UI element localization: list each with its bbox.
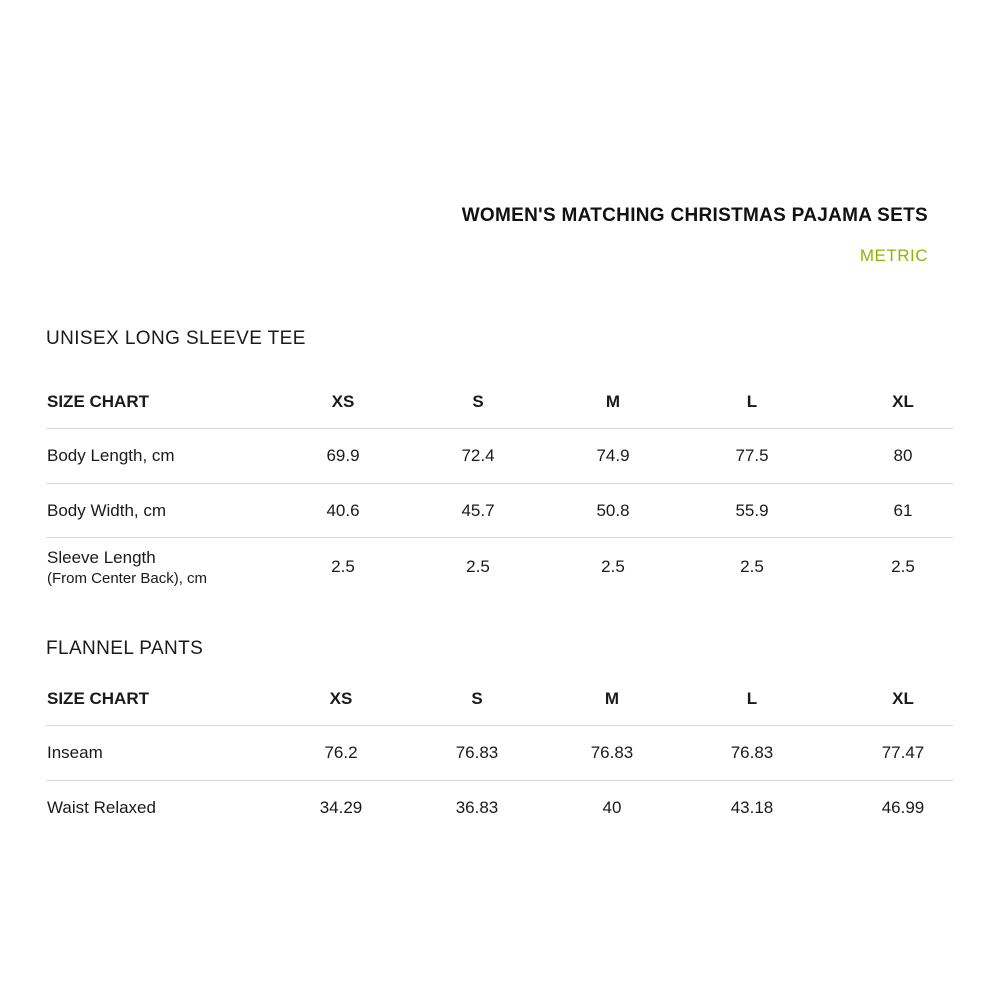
- row-value: 2.5: [740, 557, 764, 576]
- header-label: SIZE CHART: [47, 688, 149, 708]
- row-label: Body Length, cm: [47, 446, 175, 465]
- section-title-pants: FLANNEL PANTS: [46, 638, 204, 659]
- header-size-m: M: [605, 391, 621, 411]
- table-row: [46, 429, 953, 484]
- row-label: Waist Relaxed: [47, 798, 156, 817]
- table-header-row: [46, 375, 953, 429]
- row-value: 76.83: [455, 743, 499, 762]
- header-size-xs: XS: [329, 688, 353, 708]
- row-label: Inseam: [47, 743, 103, 762]
- header-size-m: M: [604, 688, 620, 708]
- row-label-sub: (From Center Back), cm: [47, 569, 208, 587]
- row-value: 80: [893, 446, 913, 465]
- row-value: 74.9: [596, 446, 630, 465]
- row-value: 45.7: [461, 500, 495, 520]
- row-value: 77.47: [881, 743, 925, 762]
- doc-title: WOMEN'S MATCHING CHRISTMAS PAJAMA SETS: [461, 205, 928, 226]
- header-size-xs: XS: [331, 391, 355, 411]
- row-value: 2.5: [601, 557, 625, 576]
- row-value: 76.83: [590, 743, 634, 762]
- row-value: 77.5: [735, 446, 769, 465]
- row-value: 34.29: [319, 798, 363, 817]
- size-table-tee: [46, 375, 953, 596]
- row-value: 61: [893, 500, 913, 520]
- row-value: 55.9: [735, 500, 769, 520]
- table-header-row: [46, 672, 953, 726]
- size-table-pants: [46, 672, 953, 835]
- row-label: [46, 548, 296, 587]
- row-value: 72.4: [461, 446, 495, 465]
- row-value: 76.83: [730, 743, 774, 762]
- row-value: 46.99: [881, 798, 925, 817]
- row-value: 2.5: [466, 557, 490, 576]
- header-size-s: S: [471, 688, 483, 708]
- row-value: 50.8: [596, 500, 630, 520]
- section-title-tee: UNISEX LONG SLEEVE TEE: [46, 328, 306, 349]
- table-row: [46, 484, 953, 538]
- row-value: 40: [602, 798, 622, 817]
- row-label-main: Sleeve Length: [47, 547, 156, 567]
- row-label: Body Width, cm: [47, 500, 167, 520]
- header-size-s: S: [472, 391, 484, 411]
- header-size-l: L: [746, 688, 758, 708]
- row-value: 43.18: [730, 798, 774, 817]
- row-value: 36.83: [455, 798, 499, 817]
- header-size-l: L: [746, 391, 758, 411]
- row-value: 76.2: [324, 743, 358, 762]
- header-size-xl: XL: [892, 688, 914, 708]
- header-label: SIZE CHART: [47, 391, 149, 411]
- row-value: 2.5: [331, 557, 355, 576]
- table-row: [46, 781, 953, 835]
- table-row: [46, 538, 953, 596]
- row-value: 69.9: [326, 446, 360, 465]
- row-value: 40.6: [326, 500, 360, 520]
- header-size-xl: XL: [892, 391, 914, 411]
- row-value: 2.5: [891, 557, 915, 576]
- table-row: [46, 726, 953, 781]
- unit-label: METRIC: [859, 246, 928, 265]
